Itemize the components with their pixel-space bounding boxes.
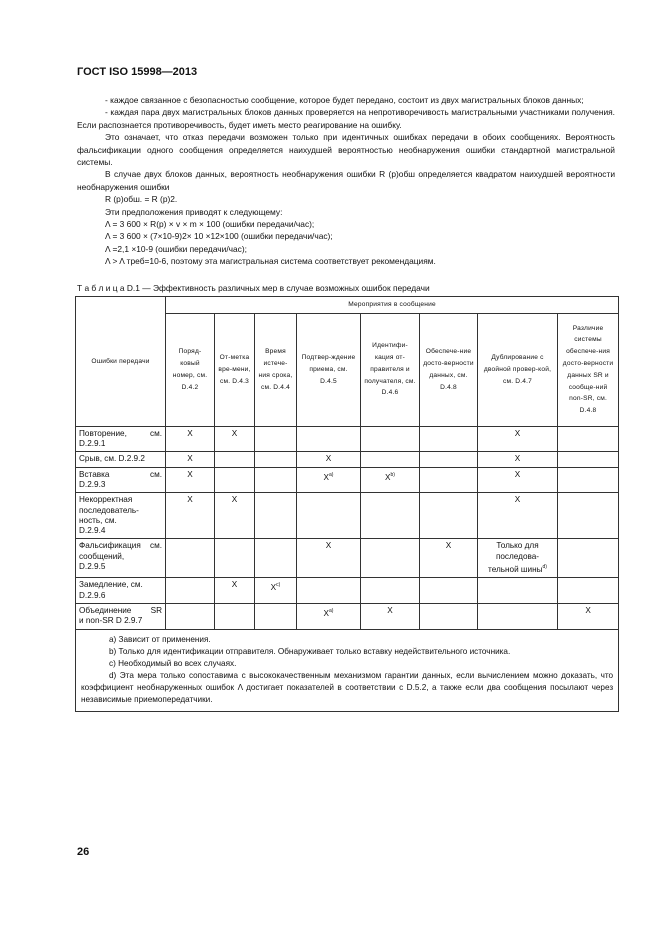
table-cell: X xyxy=(478,452,558,467)
paragraph: - каждая пара двух магистральных блоков данных проверяется на непротиворечивость магистральными участниками получения. Если распознается противоречивость, будет иметь место реагирование на ошибку. xyxy=(77,107,615,130)
table-row xyxy=(76,493,619,539)
table-cell: X xyxy=(478,493,558,539)
document-header: ГОСТ ISO 15998—2013 xyxy=(77,66,198,78)
column-header: Различие системы обеспече-ния досто-верности данных SR и сообще-ний non-SR, см. D.4.8 xyxy=(558,313,619,426)
column-header: Обеспече-ние досто-верности данных, см. D.4.8 xyxy=(420,313,478,426)
table-cell: $X^{а)}$ xyxy=(297,603,361,629)
paragraph: В случае двух блоков данных, вероятность необнаружения ошибки R (p)обш определяется квадратом наихудшей вероятности необнаружения ошибки xyxy=(77,169,615,192)
table-cell: X xyxy=(166,452,215,467)
paragraph: Это означает, что отказ передачи возможен только при идентичных ошибках передачи в обоих сообщениях. Вероятность фальсификации одного сообщения определяется наихудшей вероятностью необнаружения ошибки стандартной магистральной системы. xyxy=(77,132,615,168)
table-cell xyxy=(420,452,478,467)
measures-table xyxy=(75,296,619,712)
table-row xyxy=(76,578,619,604)
row-label: Фальсификация сообщений, см. D.2.9.5 xyxy=(76,539,166,578)
table-row xyxy=(76,539,619,578)
table-cell xyxy=(166,578,215,604)
body-text xyxy=(77,94,615,268)
table-cell xyxy=(420,578,478,604)
table-cell: X xyxy=(297,539,361,578)
row-label: Замедление, см. D.2.9.6 xyxy=(76,578,166,604)
table-cell xyxy=(420,467,478,493)
table-cell: X xyxy=(166,493,215,539)
table-cell: $X^{b)}$ xyxy=(361,467,420,493)
table-cell: $X^{а)}$ xyxy=(297,467,361,493)
footnote: а) Зависит от применения. xyxy=(109,634,211,644)
table-cell xyxy=(361,426,420,452)
table-cell xyxy=(255,426,297,452)
table-row xyxy=(76,467,619,493)
table-cell: X xyxy=(166,467,215,493)
table-cell xyxy=(420,426,478,452)
table-cell xyxy=(255,539,297,578)
row-label: Некорректная последователь-ность, см. D.2.9.4 xyxy=(76,493,166,539)
table-cell xyxy=(166,539,215,578)
table-cell: Только для последова-тельной шины$^{d)}$ xyxy=(478,539,558,578)
table-cell xyxy=(558,426,619,452)
table-cell xyxy=(420,493,478,539)
row-label: Объединение SR и non-SR D 2.9.7 xyxy=(76,603,166,629)
formula-line: Λ > Λ треб=10-6, поэтому эта магистральная система соответствует рекомендациям. xyxy=(105,256,436,267)
column-header: Дублирование с двойной провер-кой, см. D.4.7 xyxy=(478,313,558,426)
footnote-marker: d) xyxy=(542,564,547,571)
table-cell xyxy=(255,603,297,629)
table-cell xyxy=(255,452,297,467)
table-notes-row xyxy=(76,629,619,711)
table-row xyxy=(76,452,619,467)
page-number: 26 xyxy=(77,846,90,858)
footnote: d) Эта мера только сопоставима с высококачественным механизмом гарантии данных, если вычислением можно доказать, что коэффициент необнаруженных ошибок Λ достигает показателей в соответствии с D.5.2, а также если два сообщения посылают через независимые приемопередатчики. xyxy=(81,670,614,704)
group-header: Мероприятия в сообщение xyxy=(166,297,619,314)
table-cell xyxy=(255,493,297,539)
table-cell: X xyxy=(215,493,255,539)
formula-line: Λ =2,1 ×10-9 (ошибки передачи/час); xyxy=(105,243,247,254)
table-cell: X xyxy=(297,452,361,467)
table-cell xyxy=(558,493,619,539)
footnote: c) Необходимый во всех случаях. xyxy=(109,658,237,668)
table-cell xyxy=(215,452,255,467)
table-cell: X xyxy=(166,426,215,452)
column-header: Подтвер-ждение приема, см. D.4.5 xyxy=(297,313,361,426)
row-label: Срыв, см. D.2.9.2 xyxy=(76,452,166,467)
column-header: Поряд-ковый номер, см. D.4.2 xyxy=(166,313,215,426)
table-cell xyxy=(558,452,619,467)
table-cell xyxy=(297,578,361,604)
footnote-marker: b) xyxy=(390,471,395,478)
table-cell xyxy=(478,578,558,604)
table-cell: X xyxy=(420,539,478,578)
table-caption: Т а б л и ц а D.1 — Эффективность различных мер в случае возможных ошибок передачи xyxy=(77,283,430,293)
table-cell: X xyxy=(478,426,558,452)
table-cell xyxy=(215,467,255,493)
column-header: Время истече-ния срока, см. D.4.4 xyxy=(255,313,297,426)
table-cell: X xyxy=(558,603,619,629)
table-cell xyxy=(558,578,619,604)
formula-line: Эти предположения приводят к следующему: xyxy=(105,206,283,217)
table-notes xyxy=(76,629,619,711)
table-cell xyxy=(420,603,478,629)
footnote-marker: а) xyxy=(329,607,334,614)
formula-line: R (p)обш. = R (p)2. xyxy=(105,194,178,205)
table-cell xyxy=(478,603,558,629)
column-header-errors: Ошибки передачи xyxy=(76,297,166,427)
table-cell xyxy=(361,539,420,578)
table-cell xyxy=(361,578,420,604)
table-cell xyxy=(361,452,420,467)
footnote: b) Только для идентификации отправителя. Обнаруживает только вставку недействительного источника. xyxy=(109,646,511,656)
row-label: Повторение, см. D.2.9.1 xyxy=(76,426,166,452)
table-cell xyxy=(255,467,297,493)
table-cell xyxy=(215,603,255,629)
table-cell: X xyxy=(361,603,420,629)
table-cell xyxy=(558,539,619,578)
footnote-marker: c) xyxy=(276,582,281,589)
table-cell: X xyxy=(478,467,558,493)
table-cell: $X^{c)}$ xyxy=(255,578,297,604)
table-cell xyxy=(215,539,255,578)
footnote-marker: а) xyxy=(329,471,334,478)
table-row xyxy=(76,426,619,452)
formula-line: Λ = 3 600 × (7×10-9)2× 10 ×12×100 (ошибки передачи/час); xyxy=(105,231,333,242)
table-cell xyxy=(558,467,619,493)
paragraph: - каждое связанное с безопасностью сообщение, которое будет передано, состоит из двух магистральных блоков данных; xyxy=(105,95,584,105)
table-row xyxy=(76,603,619,629)
table-cell xyxy=(361,493,420,539)
formula-line: Λ = 3 600 × R(p) × v × m × 100 (ошибки передачи/час); xyxy=(105,219,315,230)
table-cell xyxy=(166,603,215,629)
table-cell xyxy=(297,426,361,452)
column-header: От-метка вре-мени, см. D.4.3 xyxy=(215,313,255,426)
table-cell: X xyxy=(215,578,255,604)
table-cell: X xyxy=(215,426,255,452)
table-cell xyxy=(297,493,361,539)
row-label: Вставка см. D.2.9.3 xyxy=(76,467,166,493)
column-header: Идентифи-кация от-правителя и получателя, см. D.4.6 xyxy=(361,313,420,426)
